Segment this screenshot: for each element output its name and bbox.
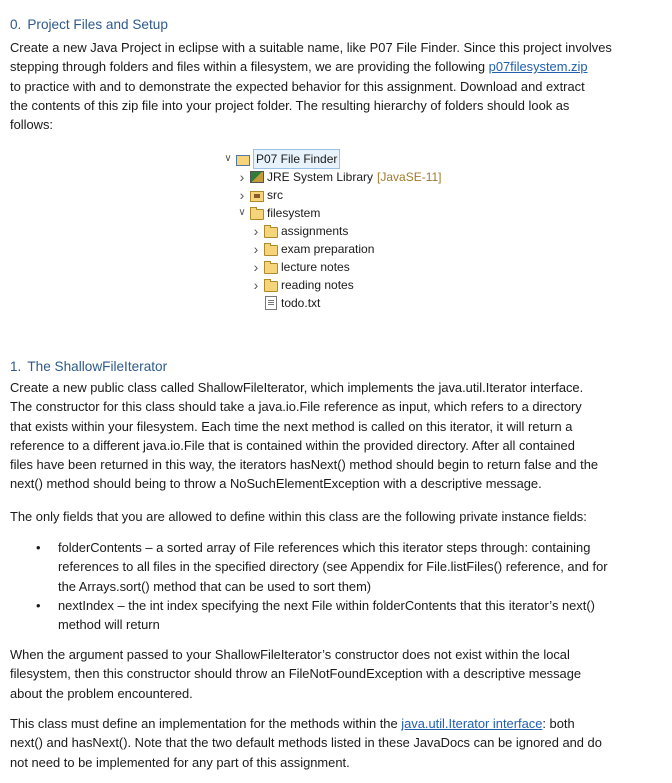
tree-node[interactable] (222, 168, 442, 186)
tree-node-label: reading notes (281, 278, 354, 292)
text-run: about the problem encountered. (10, 685, 193, 701)
section-0-heading (10, 17, 168, 32)
tree-node-decoration: [JavaSE-11] (377, 170, 442, 184)
section-1-paragraph-2 (10, 507, 650, 526)
chevron-right-icon[interactable]: › (253, 277, 259, 293)
folder-icon (264, 227, 278, 238)
text-run: Create a new public class called ShallowFileIterator, which implements the java.util.Iterator interface. (10, 380, 584, 395)
project-folder-icon (236, 155, 250, 166)
section-1-paragraph-1 (10, 378, 650, 494)
text-run: not need to be implemented for any part of this assignment. (10, 754, 350, 770)
text-run: Create a new Java Project in eclipse with a suitable name, like P07 File Finder. Since this project involves (10, 40, 612, 55)
paragraph-line (10, 77, 650, 96)
text-run: filesystem, then this constructor should throw an FileNotFoundException with a descriptive message (10, 666, 582, 682)
bullet-line: • nextIndex – the int index specifying the next File within folderContents that this iterator’s next() (58, 597, 595, 613)
tree-node[interactable] (222, 258, 442, 276)
text-run: follows: (10, 117, 53, 133)
paragraph-line (10, 664, 650, 683)
text-run: stepping through folders and files within a filesystem, we are providing the following (10, 59, 489, 75)
text-run: that exists within your filesystem. Each time the next method is called on this iterator, it will return a (10, 418, 573, 434)
section-0-paragraph (10, 38, 650, 134)
paragraph-line (10, 115, 650, 134)
folder-icon (264, 281, 278, 292)
text-run: This class must define an implementation for the methods within the (10, 716, 402, 731)
paragraph-line (10, 507, 650, 526)
tree-node[interactable] (222, 150, 442, 168)
chevron-right-icon[interactable]: › (253, 223, 259, 239)
bullet-line: references to all files in the specified directory (see Appendix for File.listFiles() reference, and for (58, 559, 608, 575)
chevron-down-icon[interactable]: ∨ (224, 153, 232, 164)
chevron-right-icon[interactable]: › (253, 259, 259, 275)
text-file-icon (265, 296, 277, 310)
text-run: the contents of this zip file into your project folder. The resulting hierarchy of folders should look as (10, 97, 570, 113)
paragraph-line (10, 684, 650, 703)
tree-node[interactable] (222, 240, 442, 258)
tree-node-label: P07 File Finder (253, 149, 340, 169)
chevron-right-icon[interactable]: › (239, 169, 245, 185)
tree-node[interactable] (222, 222, 442, 240)
chevron-right-icon[interactable]: › (253, 241, 259, 257)
tree-node[interactable] (222, 186, 442, 204)
section-1-number: 1. (10, 359, 22, 374)
project-explorer-tree (222, 150, 442, 312)
paragraph-line (10, 378, 650, 397)
folder-icon (264, 263, 278, 274)
paragraph-line (10, 436, 650, 455)
paragraph-line (10, 417, 650, 436)
section-1-paragraph-3 (10, 645, 650, 703)
text-run: files have been returned in this way, the iterators hasNext() method should begin to return false and the (10, 457, 599, 473)
bullet-line: the Arrays.sort() method that can be used to sort them) (58, 578, 372, 594)
text-run: The only fields that you are allowed to define within this class are the following private instance fields: (10, 509, 587, 524)
bullet-line: method will return (58, 617, 160, 633)
paragraph-line (10, 57, 650, 76)
bullet-item (36, 596, 656, 635)
tree-node-label: todo.txt (281, 296, 321, 310)
tree-node[interactable] (222, 276, 442, 294)
tree-node[interactable] (222, 204, 442, 222)
tree-node-label: JRE System Library (267, 170, 374, 184)
chevron-down-icon[interactable]: ∨ (238, 207, 246, 218)
section-0-number: 0. (10, 17, 22, 32)
paragraph-line (10, 753, 650, 772)
paragraph-line (10, 714, 650, 733)
paragraph-line (10, 96, 650, 115)
section-1-paragraph-4 (10, 714, 650, 772)
fields-bullet-list (36, 538, 656, 634)
section-1-heading (10, 359, 167, 374)
folder-icon (250, 209, 264, 220)
folder-icon (264, 245, 278, 256)
paragraph-line (10, 645, 650, 664)
paragraph-line (10, 733, 650, 752)
paragraph-line (10, 397, 650, 416)
section-0-title: Project Files and Setup (27, 17, 168, 32)
tree-node-label: lecture notes (281, 260, 350, 274)
paragraph-line (10, 38, 650, 57)
text-run: reference to a different java.io.File that is contained within the provided directory. After all contained (10, 437, 575, 453)
chevron-right-icon[interactable]: › (239, 187, 245, 203)
paragraph-line (10, 455, 650, 474)
source-folder-icon (250, 191, 264, 202)
section-1-title: The ShallowFileIterator (27, 359, 168, 374)
library-icon (250, 171, 264, 183)
tree-node[interactable] (222, 294, 442, 312)
tree-node-label: filesystem (267, 206, 321, 220)
bullet-item (36, 538, 656, 596)
tree-node-label: exam preparation (281, 242, 375, 256)
text-run: When the argument passed to your ShallowFileIterator’s constructor does not exist within the local (10, 647, 570, 662)
bullet-line: • folderContents – a sorted array of File references which this iterator steps through: containing (58, 540, 591, 555)
text-run: The constructor for this class should take a java.io.File reference as input, which refers to a directory (10, 399, 582, 415)
hyperlink[interactable]: p07filesystem.zip (488, 59, 588, 75)
tree-node-label: src (267, 188, 283, 202)
text-run: next() and hasNext(). Note that the two default methods listed in these JavaDocs can be ignored and do (10, 735, 602, 751)
paragraph-line (10, 474, 650, 493)
hyperlink[interactable]: java.util.Iterator interface (401, 716, 543, 731)
text-run: to practice with and to demonstrate the expected behavior for this assignment. Download and extract (10, 78, 585, 94)
text-run: : both (542, 716, 575, 731)
tree-node-label: assignments (281, 224, 349, 238)
text-run: next() method should being to throw a NoSuchElementException with a descriptive message. (10, 476, 542, 492)
